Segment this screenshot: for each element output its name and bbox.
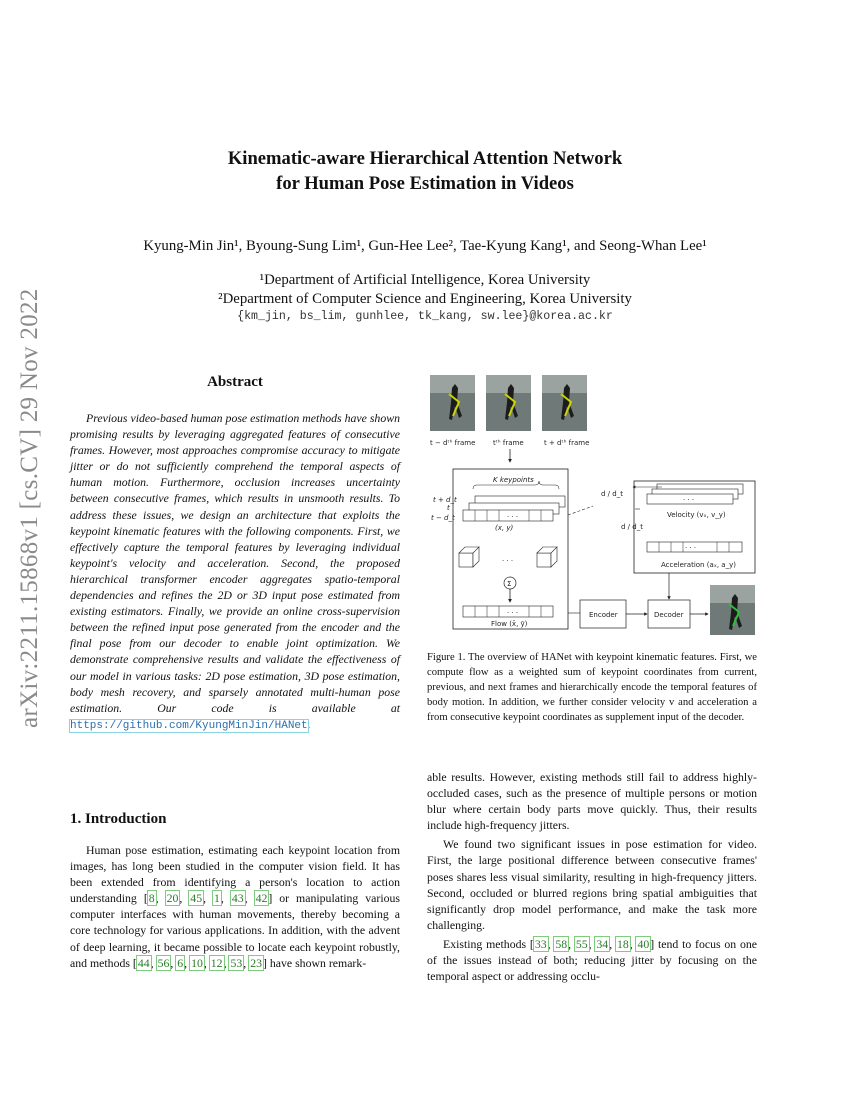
flow-label: Flow (x̄, ȳ) xyxy=(491,620,528,628)
deriv-label-2: d / d_t xyxy=(621,523,643,531)
right-column-body xyxy=(427,769,757,984)
paper-title-line2: for Human Pose Estimation in Videos xyxy=(276,173,574,194)
intro-text-a: Human pose estimation, estimating each keypoint location from images, has long been studied in the computer vision field. It has been extended from identifying a person's location to action understanding xyxy=(70,843,400,906)
abstract-body xyxy=(70,410,400,734)
figure-1-diagram xyxy=(425,370,760,635)
citation[interactable]: 43 xyxy=(231,891,244,906)
paper-title-line1: Kinematic-aware Hierarchical Attention Network xyxy=(227,148,623,169)
citation[interactable]: 6 xyxy=(177,955,184,970)
citation[interactable]: 1 xyxy=(214,891,220,906)
affiliation-1: ¹Department of Artificial Intelligence, Korea University xyxy=(259,272,591,288)
citation[interactable]: 23 xyxy=(250,955,262,970)
decoder-label: Decoder xyxy=(654,611,684,619)
citation[interactable]: 20 xyxy=(166,891,179,906)
xy-label: (x, y) xyxy=(495,524,514,532)
frame-image-current xyxy=(486,375,531,431)
acceleration-dots: · · · xyxy=(685,544,697,552)
frame-image-prev xyxy=(430,375,475,431)
citation[interactable]: 53 xyxy=(230,955,243,970)
citation[interactable]: 44 xyxy=(137,955,150,970)
affiliation-2: ²Department of Computer Science and Engineering, Korea University xyxy=(218,291,632,307)
intro-text-c: have shown remark- xyxy=(269,955,367,970)
frame-label-next: t + dᵗʰ frame xyxy=(544,439,590,447)
feature-cube-right xyxy=(537,547,557,567)
output-frame-image xyxy=(710,585,755,635)
abstract-heading: Abstract xyxy=(207,374,263,390)
intro-heading: 1. Introduction xyxy=(70,811,167,827)
citation[interactable]: 42 xyxy=(255,891,268,906)
intro-text-b: or manipulating various computer interfaces with human movements, thereby becoming a core technology for various applications. In addition, with the advent of deep learning, it became possible to locate each keypoint robustly, and methods xyxy=(70,891,400,970)
feature-cube-left xyxy=(459,547,479,567)
velocity-label: Velocity (vₓ, v_y) xyxy=(667,511,726,519)
citation[interactable]: 10 xyxy=(191,955,203,970)
citation[interactable]: 8 xyxy=(148,891,155,906)
row-label-next: t + d_t xyxy=(433,496,457,504)
citation[interactable]: 12 xyxy=(210,955,223,970)
citation-group-1: [8, 20, 45, 1, 43, 42] xyxy=(143,891,273,906)
velocity-dots: · · · xyxy=(683,496,695,504)
right-paragraph-2: Existing methods [33, 58, 55, 34, 18, 40] tend to focus on one of the issues instead of both; reducing jitter by focusing on the temporal aspect or addressing occlu- xyxy=(427,936,757,984)
abstract-end: . xyxy=(307,716,311,731)
citation[interactable]: 34 xyxy=(596,936,609,951)
abstract-text: Previous video-based human pose estimation methods have shown promising results by leveraging aggregated features of consecutive frames. However, most approaches compromise accuracy to mitigate jitter or do not sufficiently comprehend the temporal aspects of human motion. Furthermore, occlusion increases uncertainty between consecutive frames, which results in unsmooth results. To address these issues, we design an architecture that exploits the keypoint kinematic features with the following components. First, we effectively capture the temporal features by leveraging individual keypoint's velocity and acceleration. Second, the proposed hierarchical transformer encoder aggregates spatio-temporal dependencies and refines the 2D or 3D input pose estimated from existing estimators. Finally, we provide an online cross-supervision between the refined input pose generated from the encoder and the final pose from our decoder to enable joint optimization. We demonstrate comprehensive results and validate the effectiveness of our model in various tasks: 2D pose estimation, 3D pose estimation, body mesh recovery, and sparsely annotated multi-human pose estimation. Our code is available at xyxy=(70,411,400,715)
encoder-label: Encoder xyxy=(589,611,618,619)
arxiv-watermark: arXiv:2211.15868v1 [cs.CV] 29 Nov 2022 xyxy=(16,288,43,728)
row-label-prev: t − d_t xyxy=(431,514,455,522)
code-link[interactable]: https://github.com/KyungMinJin/HANet xyxy=(70,719,308,732)
citation[interactable]: 56 xyxy=(157,955,170,970)
frame-image-next xyxy=(542,375,587,431)
sum-symbol: Σ xyxy=(507,580,512,588)
kp-dots: · · · xyxy=(507,513,519,521)
figure-1-caption: Figure 1. The overview of HANet with keypoint kinematic features. First, we compute flow as a weighted sum of keypoint coordinates from current, previous, and next frames and hierarchically encode the temporal features of body motion. In addition, we further consider velocity v and acceleration a from consecutive keypoint coordinates as supplement input of the decoder. xyxy=(427,652,757,723)
frame-label-current: tᵗʰ frame xyxy=(493,439,524,447)
flow-dots: · · · xyxy=(507,609,519,617)
figure-1 xyxy=(425,370,760,635)
keypoints-label: K keypoints xyxy=(493,476,534,484)
cube-dots: · · · xyxy=(502,557,514,565)
citation-group-2: [44, 56, 6, 10, 12, 53, 23] xyxy=(132,955,267,970)
acceleration-label: Acceleration (aₓ, a_y) xyxy=(661,561,736,569)
citation[interactable]: 33 xyxy=(534,936,547,951)
citation[interactable]: 18 xyxy=(616,936,629,951)
citation[interactable]: 58 xyxy=(555,936,568,951)
row-label-current: t xyxy=(447,504,450,512)
citation[interactable]: 55 xyxy=(575,936,588,951)
right-paragraph-0: able results. However, existing methods still fail to address highly-occluded cases, such as the presence of multiple persons or motion blur where certain body parts move quickly. Thus, their results include high-frequency jitters. xyxy=(427,770,757,833)
citation[interactable]: 40 xyxy=(637,936,650,951)
right-paragraph-1: We found two significant issues in pose estimation for video. First, the large positional difference between consecutive frames' poses shares less visual similarity, resulting in high-frequency jitters. Second, occluded or blurred regions bring spatial ambiguities that significantly drop model performance, and make the task more challenging. xyxy=(427,837,757,932)
right-p2-text-b: tend to focus on one of the issues instead of both; reducing jitter by focusing on the temporal aspect or addressing occlu- xyxy=(427,936,757,984)
email-line: {km_jin, bs_lim, gunhlee, tk_kang, sw.lee}@korea.ac.kr xyxy=(237,310,613,323)
citation[interactable]: 45 xyxy=(190,891,203,906)
right-p2-text-a: Existing methods xyxy=(443,936,527,951)
author-list: Kyung-Min Jin¹, Byoung-Sung Lim¹, Gun-Hee Lee², Tae-Kyung Kang¹, and Seong-Whan Lee¹ xyxy=(143,238,707,254)
deriv-label-1: d / d_t xyxy=(601,490,623,498)
intro-body xyxy=(70,842,400,971)
frame-label-prev: t − dᵗʰ frame xyxy=(430,439,476,447)
